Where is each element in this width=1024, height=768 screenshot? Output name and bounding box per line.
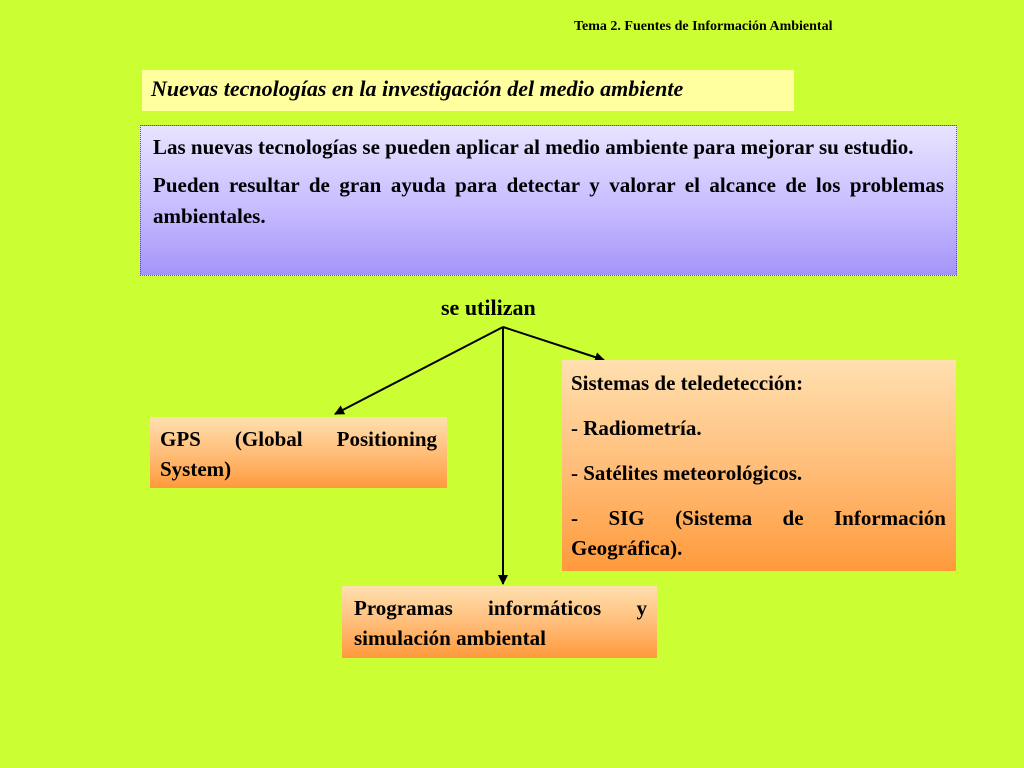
slide-header: Tema 2. Fuentes de Información Ambiental bbox=[574, 19, 833, 34]
teledeteccion-list bbox=[571, 413, 946, 563]
gps-box bbox=[150, 417, 447, 488]
programas-box bbox=[342, 586, 657, 658]
teledeteccion-item-1: - Radiometría. bbox=[571, 416, 702, 440]
gps-text: GPS (Global Positioning System) bbox=[160, 427, 437, 481]
arrow-to-teledeteccion bbox=[503, 327, 604, 360]
teledeteccion-heading: Sistemas de teledetección: bbox=[571, 371, 804, 395]
slide-title: Nuevas tecnologías en la investigación del medio ambiente bbox=[142, 70, 794, 111]
teledeteccion-item-3: - SIG (Sistema de Información Geográfica). bbox=[571, 506, 946, 560]
intro-paragraph-2: Pueden resultar de gran ayuda para detectar y valorar el alcance de los problemas ambientales. bbox=[153, 173, 944, 228]
teledeteccion-item-2: - Satélites meteorológicos. bbox=[571, 461, 803, 485]
intro-paragraph-1: Las nuevas tecnologías se pueden aplicar al medio ambiente para mejorar su estudio. bbox=[153, 135, 914, 159]
connector-label: se utilizan bbox=[441, 295, 536, 320]
teledeteccion-box bbox=[562, 360, 956, 571]
arrow-to-gps bbox=[335, 327, 503, 414]
programas-text: Programas informáticos y simulación ambiental bbox=[354, 596, 647, 650]
